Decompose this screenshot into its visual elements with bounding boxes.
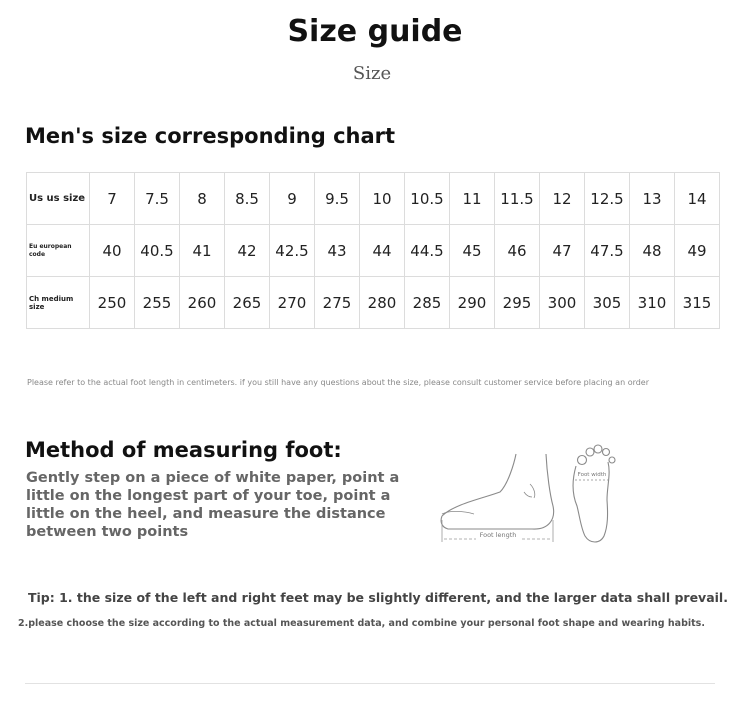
table-cell: 315 — [675, 277, 720, 329]
foot-width-label: Foot width — [577, 472, 607, 478]
tip-line-1: Tip: 1. the size of the left and right feet may be slightly different, and the larger data shall prevail. — [28, 590, 728, 605]
table-cell: 46 — [495, 225, 540, 277]
table-cell: 7 — [90, 173, 135, 225]
table-row-eu — [27, 225, 720, 277]
page-title: Size guide — [287, 14, 463, 49]
foot-side-view — [441, 454, 554, 529]
table-cell: 48 — [630, 225, 675, 277]
table-cell: 45 — [450, 225, 495, 277]
table-row-ch — [27, 277, 720, 329]
table-cell: 275 — [315, 277, 360, 329]
table-cell: 270 — [270, 277, 315, 329]
table-cell: 42 — [225, 225, 270, 277]
table-cell: 280 — [360, 277, 405, 329]
table-cell: 12.5 — [585, 173, 630, 225]
table-cell: 14 — [675, 173, 720, 225]
row-label-ch: Ch medium size — [27, 277, 90, 329]
table-cell: 295 — [495, 277, 540, 329]
page-subtitle: Size — [352, 63, 392, 84]
chart-section-title: Men's size corresponding chart — [25, 124, 396, 148]
method-description: Gently step on a piece of white paper, point a little on the longest part of your toe, point a little on the heel, and measure the distance between two points — [26, 470, 400, 540]
size-table — [26, 172, 720, 329]
table-cell: 12 — [540, 173, 585, 225]
table-cell: 11.5 — [495, 173, 540, 225]
table-cell: 9.5 — [315, 173, 360, 225]
table-cell: 7.5 — [135, 173, 180, 225]
table-cell: 8.5 — [225, 173, 270, 225]
foot-sole-view — [573, 445, 615, 542]
table-cell: 41 — [180, 225, 225, 277]
table-cell: 260 — [180, 277, 225, 329]
table-cell: 250 — [90, 277, 135, 329]
foot-length-label: Foot length — [479, 531, 517, 539]
table-cell: 40 — [90, 225, 135, 277]
table-cell: 9 — [270, 173, 315, 225]
row-label-eu: Eu european code — [27, 225, 90, 277]
table-cell: 305 — [585, 277, 630, 329]
table-cell: 8 — [180, 173, 225, 225]
table-cell: 13 — [630, 173, 675, 225]
table-row-us — [27, 173, 720, 225]
foot-measurement-illustration — [436, 440, 620, 548]
table-cell: 310 — [630, 277, 675, 329]
table-cell: 49 — [675, 225, 720, 277]
size-note: Please refer to the actual foot length in centimeters. if you still have any questions about the size, please consult customer service before placing an order — [27, 378, 650, 387]
bottom-divider — [25, 683, 715, 684]
table-cell: 255 — [135, 277, 180, 329]
table-cell: 285 — [405, 277, 450, 329]
table-cell: 10 — [360, 173, 405, 225]
table-cell: 10.5 — [405, 173, 450, 225]
table-cell: 42.5 — [270, 225, 315, 277]
table-cell: 290 — [450, 277, 495, 329]
table-cell: 44 — [360, 225, 405, 277]
table-cell: 47 — [540, 225, 585, 277]
tip-line-2: 2.please choose the size according to the actual measurement data, and combine your personal foot shape and wearing habits. — [18, 618, 705, 629]
table-cell: 43 — [315, 225, 360, 277]
table-cell: 300 — [540, 277, 585, 329]
table-cell: 11 — [450, 173, 495, 225]
table-cell: 265 — [225, 277, 270, 329]
table-cell: 47.5 — [585, 225, 630, 277]
table-cell: 40.5 — [135, 225, 180, 277]
table-cell: 44.5 — [405, 225, 450, 277]
row-label-us: Us us size — [27, 173, 90, 225]
method-title: Method of measuring foot: — [25, 438, 342, 462]
